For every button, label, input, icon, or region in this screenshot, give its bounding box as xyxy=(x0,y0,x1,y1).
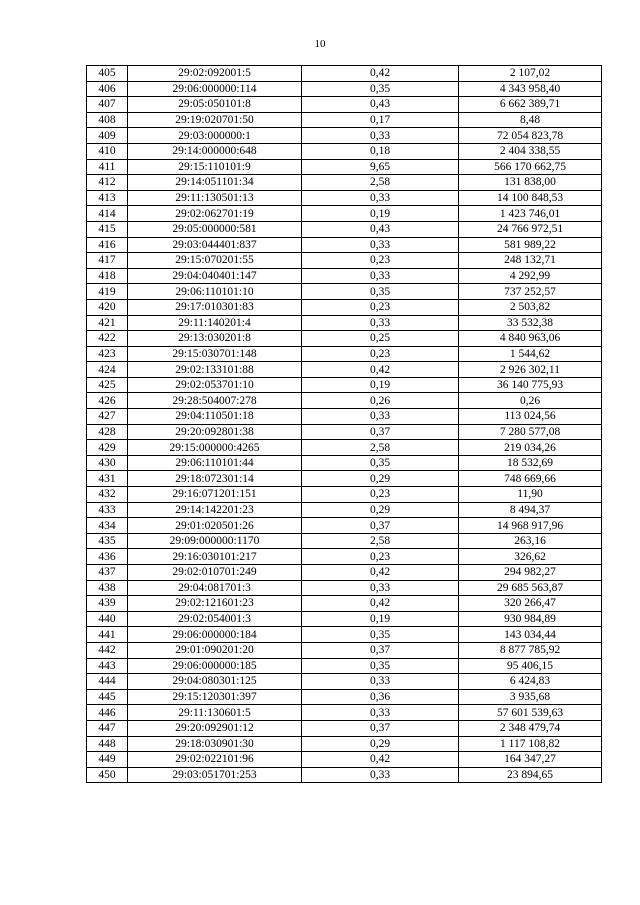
row-number-cell: 411 xyxy=(87,159,128,175)
table-row xyxy=(87,440,602,456)
cadastral-value-table xyxy=(86,65,602,783)
row-number-cell: 439 xyxy=(87,596,128,612)
row-number-cell: 448 xyxy=(87,736,128,752)
value-cell: 33 532,38 xyxy=(459,315,602,331)
coefficient-cell: 0,19 xyxy=(302,377,459,393)
row-number-cell: 449 xyxy=(87,752,128,768)
cadastral-number-cell: 29:20:092801:38 xyxy=(128,424,302,440)
row-number-cell: 409 xyxy=(87,128,128,144)
coefficient-cell: 0,33 xyxy=(302,268,459,284)
table-row xyxy=(87,299,602,315)
cadastral-number-cell: 29:15:030701:148 xyxy=(128,346,302,362)
table-row xyxy=(87,409,602,425)
row-number-cell: 406 xyxy=(87,81,128,97)
table-row xyxy=(87,237,602,253)
row-number-cell: 423 xyxy=(87,346,128,362)
value-cell: 2 404 338,55 xyxy=(459,143,602,159)
coefficient-cell: 0,35 xyxy=(302,627,459,643)
value-cell: 72 054 823,78 xyxy=(459,128,602,144)
value-cell: 748 669,66 xyxy=(459,471,602,487)
value-cell: 23 894,65 xyxy=(459,767,602,783)
table-row xyxy=(87,112,602,128)
row-number-cell: 446 xyxy=(87,705,128,721)
cadastral-number-cell: 29:15:110101:9 xyxy=(128,159,302,175)
row-number-cell: 441 xyxy=(87,627,128,643)
page-number: 10 xyxy=(314,38,326,50)
cadastral-number-cell: 29:06:110101:44 xyxy=(128,455,302,471)
cadastral-number-cell: 29:02:121601:23 xyxy=(128,596,302,612)
cadastral-number-cell: 29:28:504007:278 xyxy=(128,393,302,409)
value-cell: 3 935,68 xyxy=(459,689,602,705)
value-cell: 1 423 746,01 xyxy=(459,206,602,222)
value-cell: 326,62 xyxy=(459,549,602,565)
table-row xyxy=(87,689,602,705)
cadastral-number-cell: 29:15:000000:4265 xyxy=(128,440,302,456)
table-row xyxy=(87,221,602,237)
coefficient-cell: 0,33 xyxy=(302,674,459,690)
table-row xyxy=(87,518,602,534)
coefficient-cell: 0,19 xyxy=(302,611,459,627)
cadastral-number-cell: 29:04:110501:18 xyxy=(128,409,302,425)
table-row xyxy=(87,362,602,378)
value-cell: 2 107,02 xyxy=(459,66,602,82)
cadastral-number-cell: 29:14:051101:34 xyxy=(128,175,302,191)
cadastral-number-cell: 29:02:022101:96 xyxy=(128,752,302,768)
cadastral-number-cell: 29:06:000000:114 xyxy=(128,81,302,97)
value-cell: 7 280 577,08 xyxy=(459,424,602,440)
row-number-cell: 405 xyxy=(87,66,128,82)
table-row xyxy=(87,97,602,113)
row-number-cell: 408 xyxy=(87,112,128,128)
value-cell: 8 877 785,92 xyxy=(459,642,602,658)
row-number-cell: 426 xyxy=(87,393,128,409)
coefficient-cell: 0,37 xyxy=(302,518,459,534)
table-row xyxy=(87,752,602,768)
cadastral-number-cell: 29:01:090201:20 xyxy=(128,642,302,658)
row-number-cell: 434 xyxy=(87,518,128,534)
table-row xyxy=(87,377,602,393)
table-row xyxy=(87,190,602,206)
table-row xyxy=(87,705,602,721)
coefficient-cell: 0,19 xyxy=(302,206,459,222)
row-number-cell: 443 xyxy=(87,658,128,674)
value-cell: 29 685 563,87 xyxy=(459,580,602,596)
value-cell: 930 984,89 xyxy=(459,611,602,627)
row-number-cell: 414 xyxy=(87,206,128,222)
row-number-cell: 418 xyxy=(87,268,128,284)
coefficient-cell: 0,36 xyxy=(302,689,459,705)
table-row xyxy=(87,143,602,159)
coefficient-cell: 0,35 xyxy=(302,658,459,674)
coefficient-cell: 0,35 xyxy=(302,455,459,471)
table-row xyxy=(87,674,602,690)
row-number-cell: 407 xyxy=(87,97,128,113)
table-row xyxy=(87,66,602,82)
table-row xyxy=(87,549,602,565)
value-cell: 8 494,37 xyxy=(459,502,602,518)
coefficient-cell: 0,29 xyxy=(302,736,459,752)
row-number-cell: 415 xyxy=(87,221,128,237)
row-number-cell: 429 xyxy=(87,440,128,456)
coefficient-cell: 0,42 xyxy=(302,362,459,378)
table-row xyxy=(87,565,602,581)
value-cell: 581 989,22 xyxy=(459,237,602,253)
table-row xyxy=(87,720,602,736)
value-cell: 248 132,71 xyxy=(459,253,602,269)
row-number-cell: 413 xyxy=(87,190,128,206)
cadastral-number-cell: 29:09:000000:1170 xyxy=(128,533,302,549)
table-row xyxy=(87,736,602,752)
value-cell: 164 347,27 xyxy=(459,752,602,768)
value-cell: 2 926 302,11 xyxy=(459,362,602,378)
cadastral-number-cell: 29:18:072301:14 xyxy=(128,471,302,487)
cadastral-number-cell: 29:02:053701:10 xyxy=(128,377,302,393)
coefficient-cell: 0,35 xyxy=(302,81,459,97)
coefficient-cell: 0,29 xyxy=(302,502,459,518)
cadastral-number-cell: 29:19:020701:50 xyxy=(128,112,302,128)
value-cell: 2 348 479,74 xyxy=(459,720,602,736)
coefficient-cell: 2,58 xyxy=(302,440,459,456)
cadastral-number-cell: 29:16:071201:151 xyxy=(128,487,302,503)
coefficient-cell: 0,18 xyxy=(302,143,459,159)
row-number-cell: 431 xyxy=(87,471,128,487)
value-cell: 8,48 xyxy=(459,112,602,128)
coefficient-cell: 0,33 xyxy=(302,767,459,783)
cadastral-number-cell: 29:13:030201:8 xyxy=(128,331,302,347)
table-row xyxy=(87,206,602,222)
coefficient-cell: 0,23 xyxy=(302,253,459,269)
row-number-cell: 444 xyxy=(87,674,128,690)
table-row xyxy=(87,642,602,658)
table-row xyxy=(87,175,602,191)
table-row xyxy=(87,159,602,175)
row-number-cell: 430 xyxy=(87,455,128,471)
coefficient-cell: 0,17 xyxy=(302,112,459,128)
row-number-cell: 442 xyxy=(87,642,128,658)
coefficient-cell: 0,42 xyxy=(302,66,459,82)
row-number-cell: 428 xyxy=(87,424,128,440)
value-cell: 131 838,00 xyxy=(459,175,602,191)
table-row xyxy=(87,455,602,471)
coefficient-cell: 0,33 xyxy=(302,190,459,206)
row-number-cell: 417 xyxy=(87,253,128,269)
row-number-cell: 450 xyxy=(87,767,128,783)
cadastral-number-cell: 29:15:120301:397 xyxy=(128,689,302,705)
cadastral-number-cell: 29:02:133101:88 xyxy=(128,362,302,378)
value-cell: 4 840 963,06 xyxy=(459,331,602,347)
row-number-cell: 437 xyxy=(87,565,128,581)
coefficient-cell: 0,29 xyxy=(302,471,459,487)
coefficient-cell: 0,33 xyxy=(302,409,459,425)
row-number-cell: 435 xyxy=(87,533,128,549)
cadastral-number-cell: 29:04:040401:147 xyxy=(128,268,302,284)
value-cell: 294 982,27 xyxy=(459,565,602,581)
table-row xyxy=(87,487,602,503)
value-cell: 320 266,47 xyxy=(459,596,602,612)
coefficient-cell: 0,37 xyxy=(302,720,459,736)
coefficient-cell: 0,33 xyxy=(302,237,459,253)
value-cell: 11,90 xyxy=(459,487,602,503)
cadastral-number-cell: 29:14:000000:648 xyxy=(128,143,302,159)
cadastral-number-cell: 29:06:110101:10 xyxy=(128,284,302,300)
table-row xyxy=(87,471,602,487)
table-row xyxy=(87,393,602,409)
value-cell: 24 766 972,51 xyxy=(459,221,602,237)
table-row xyxy=(87,767,602,783)
value-cell: 6 424,83 xyxy=(459,674,602,690)
table-row xyxy=(87,284,602,300)
coefficient-cell: 0,25 xyxy=(302,331,459,347)
table-row xyxy=(87,658,602,674)
row-number-cell: 422 xyxy=(87,331,128,347)
table-row xyxy=(87,253,602,269)
coefficient-cell: 0,23 xyxy=(302,299,459,315)
cadastral-number-cell: 29:11:130501:13 xyxy=(128,190,302,206)
row-number-cell: 433 xyxy=(87,502,128,518)
cadastral-number-cell: 29:18:030901:30 xyxy=(128,736,302,752)
coefficient-cell: 9,65 xyxy=(302,159,459,175)
coefficient-cell: 0,42 xyxy=(302,565,459,581)
table-row xyxy=(87,424,602,440)
coefficient-cell: 2,58 xyxy=(302,175,459,191)
coefficient-cell: 0,26 xyxy=(302,393,459,409)
coefficient-cell: 0,42 xyxy=(302,596,459,612)
cadastral-number-cell: 29:04:080301:125 xyxy=(128,674,302,690)
table-row xyxy=(87,611,602,627)
value-cell: 18 532,69 xyxy=(459,455,602,471)
coefficient-cell: 0,37 xyxy=(302,642,459,658)
value-cell: 14 968 917,96 xyxy=(459,518,602,534)
coefficient-cell: 0,23 xyxy=(302,549,459,565)
value-cell: 219 034,26 xyxy=(459,440,602,456)
value-cell: 143 034,44 xyxy=(459,627,602,643)
cadastral-number-cell: 29:11:130601:5 xyxy=(128,705,302,721)
coefficient-cell: 0,23 xyxy=(302,487,459,503)
cadastral-number-cell: 29:06:000000:184 xyxy=(128,627,302,643)
coefficient-cell: 0,33 xyxy=(302,315,459,331)
coefficient-cell: 0,43 xyxy=(302,97,459,113)
table-row xyxy=(87,627,602,643)
row-number-cell: 440 xyxy=(87,611,128,627)
row-number-cell: 436 xyxy=(87,549,128,565)
cadastral-number-cell: 29:03:051701:253 xyxy=(128,767,302,783)
cadastral-number-cell: 29:05:050101:8 xyxy=(128,97,302,113)
row-number-cell: 445 xyxy=(87,689,128,705)
coefficient-cell: 0,33 xyxy=(302,705,459,721)
value-cell: 113 024,56 xyxy=(459,409,602,425)
coefficient-cell: 2,58 xyxy=(302,533,459,549)
cadastral-number-cell: 29:03:000000:1 xyxy=(128,128,302,144)
cadastral-number-cell: 29:04:081701:3 xyxy=(128,580,302,596)
table-row xyxy=(87,81,602,97)
coefficient-cell: 0,37 xyxy=(302,424,459,440)
cadastral-number-cell: 29:14:142201:23 xyxy=(128,502,302,518)
table-row xyxy=(87,596,602,612)
value-cell: 1 544,62 xyxy=(459,346,602,362)
table-row xyxy=(87,580,602,596)
row-number-cell: 427 xyxy=(87,409,128,425)
cadastral-number-cell: 29:11:140201:4 xyxy=(128,315,302,331)
row-number-cell: 438 xyxy=(87,580,128,596)
cadastral-number-cell: 29:03:044401:837 xyxy=(128,237,302,253)
value-cell: 36 140 775,93 xyxy=(459,377,602,393)
row-number-cell: 416 xyxy=(87,237,128,253)
table-row xyxy=(87,533,602,549)
value-cell: 95 406,15 xyxy=(459,658,602,674)
table-row xyxy=(87,346,602,362)
table-body xyxy=(87,66,602,783)
coefficient-cell: 0,23 xyxy=(302,346,459,362)
cadastral-number-cell: 29:01:020501:26 xyxy=(128,518,302,534)
row-number-cell: 425 xyxy=(87,377,128,393)
coefficient-cell: 0,33 xyxy=(302,128,459,144)
cadastral-number-cell: 29:02:010701:249 xyxy=(128,565,302,581)
cadastral-number-cell: 29:05:000000:581 xyxy=(128,221,302,237)
coefficient-cell: 0,42 xyxy=(302,752,459,768)
value-cell: 263,16 xyxy=(459,533,602,549)
cadastral-number-cell: 29:17:010301:83 xyxy=(128,299,302,315)
value-cell: 6 662 389,71 xyxy=(459,97,602,113)
cadastral-number-cell: 29:02:092001:5 xyxy=(128,66,302,82)
row-number-cell: 419 xyxy=(87,284,128,300)
value-cell: 14 100 848,53 xyxy=(459,190,602,206)
value-cell: 4 292,99 xyxy=(459,268,602,284)
value-cell: 57 601 539,63 xyxy=(459,705,602,721)
row-number-cell: 410 xyxy=(87,143,128,159)
coefficient-cell: 0,35 xyxy=(302,284,459,300)
row-number-cell: 432 xyxy=(87,487,128,503)
row-number-cell: 424 xyxy=(87,362,128,378)
value-cell: 1 117 108,82 xyxy=(459,736,602,752)
cadastral-number-cell: 29:02:062701:19 xyxy=(128,206,302,222)
row-number-cell: 412 xyxy=(87,175,128,191)
row-number-cell: 420 xyxy=(87,299,128,315)
table-row xyxy=(87,128,602,144)
value-cell: 2 503,82 xyxy=(459,299,602,315)
coefficient-cell: 0,33 xyxy=(302,580,459,596)
table-row xyxy=(87,331,602,347)
row-number-cell: 447 xyxy=(87,720,128,736)
cadastral-number-cell: 29:16:030101:217 xyxy=(128,549,302,565)
cadastral-number-cell: 29:06:000000:185 xyxy=(128,658,302,674)
row-number-cell: 421 xyxy=(87,315,128,331)
value-cell: 566 170 662,75 xyxy=(459,159,602,175)
coefficient-cell: 0,43 xyxy=(302,221,459,237)
table-row xyxy=(87,268,602,284)
cadastral-number-cell: 29:02:054001:3 xyxy=(128,611,302,627)
cadastral-number-cell: 29:20:092901:12 xyxy=(128,720,302,736)
value-cell: 4 343 958,40 xyxy=(459,81,602,97)
table-row xyxy=(87,315,602,331)
cadastral-number-cell: 29:15:070201:55 xyxy=(128,253,302,269)
value-cell: 0,26 xyxy=(459,393,602,409)
table-row xyxy=(87,502,602,518)
value-cell: 737 252,57 xyxy=(459,284,602,300)
